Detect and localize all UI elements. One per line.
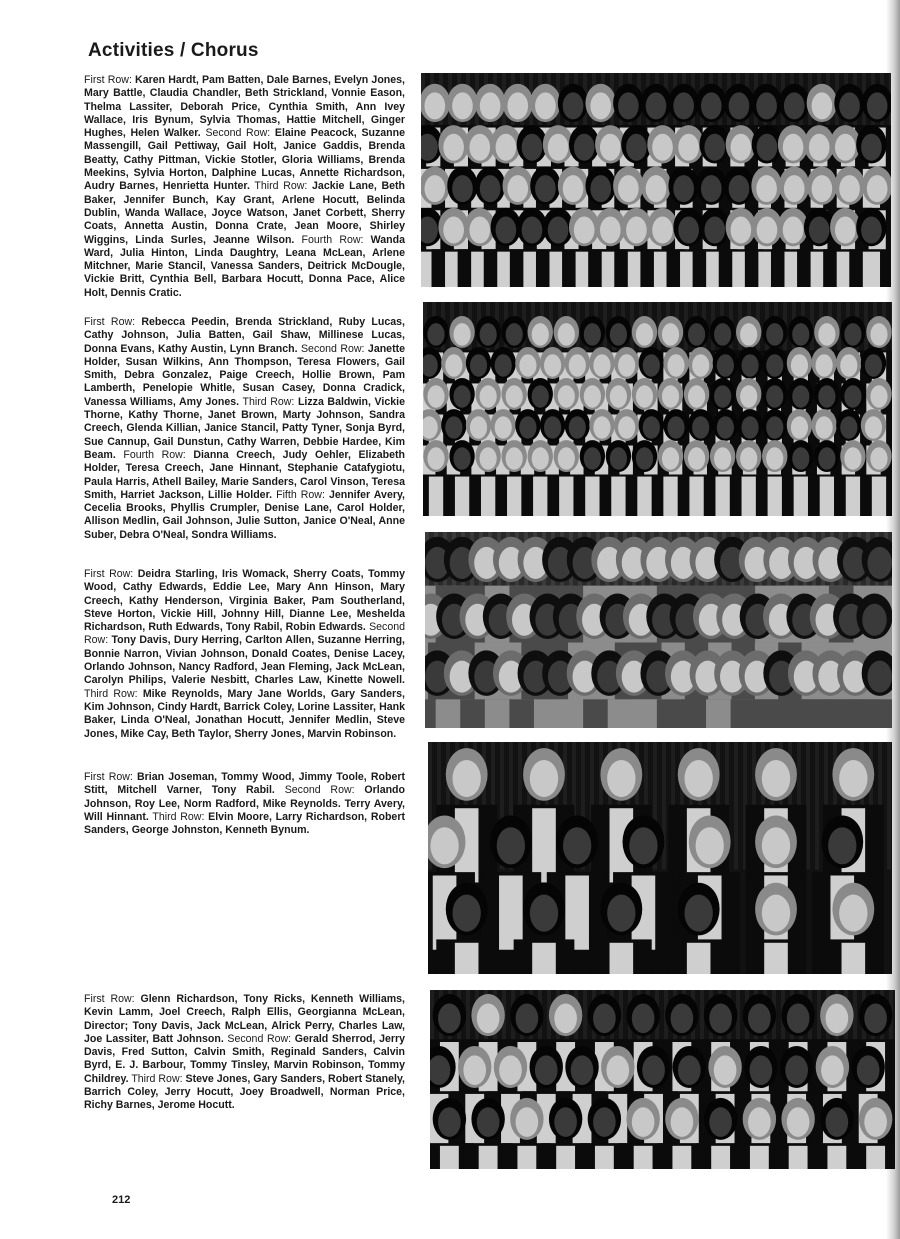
row-names: Rebecca Peedin, Brenda Strickland, Ruby Lucas, Cathy Johnson, Julia Batten, Gail Shaw, Millinese Lucas, Donna Evans, Kathy Austin, Lynn Branch. <box>84 316 405 355</box>
group-2-photo-image <box>423 302 892 516</box>
row-label: Fourth Row: <box>123 448 186 461</box>
group-3-caption <box>84 568 405 741</box>
page-number: 212 <box>112 1194 131 1206</box>
row-names: Elaine Peacock, Suzanne Massengill, Gail Pettiway, Gail Holt, Janice Gaddis, Brenda Beatty, Cathy Pittman, Vickie Stotler, Gloria Williams, Brenda Meekins, Sylvia Horton, Dalphine Lucas, Annette Richardson, Audry Barnes, Henrietta Hunter. <box>84 127 405 193</box>
row-names: Dianna Creech, Judy Oehler, Elizabeth Holder, Teresa Creech, Jane Hinnant, Stephanie Catafygiotu, Paula Harris, Athell Bailey, Marie Sanders, Carol Vinson, Teresa Smith, Harriet Jackson, Lillie Holder. <box>84 448 405 501</box>
row-names: Steve Jones, Gary Sanders, Robert Stanely, Barrich Coley, Jerry Hocutt, Joey Broadwell, Norman Price, Richy Barnes, Jerome Hocutt. <box>84 1072 405 1112</box>
row-names: Mike Reynolds, Mary Jane Worlds, Gary Sanders, Kim Johnson, Cindy Hardt, Barrick Coley, Lorine Lassiter, Hank Baker, Linda O'Neal, Jonathan Hocutt, Jennifer Medlin, Steve Jones, Mike Cay, Beth Taylor, Sherry Jones, Marvin Robinson. <box>84 687 405 740</box>
group-4-photo <box>428 742 892 974</box>
page-title: Activities / Chorus <box>88 40 259 61</box>
row-label: Second Row: <box>284 784 355 797</box>
group-5-photo-image <box>430 990 895 1169</box>
row-names: Jennifer Avery, Cecelia Brooks, Phyllis Crumpler, Denise Lane, Carol Holder, Allison Medlin, Gail Johnson, Julie Sutton, Janice O'Neal, Anne Suber, Debra O'Neal, Sondra Williams. <box>84 488 406 541</box>
group-3-photo-image <box>425 532 892 728</box>
row-names: Wanda Ward, Julia Hinton, Linda Daughtry, Leana McLean, Arlene Mitchner, Marie Stancil, Vanessa Sanders, Deitrick McDougle, Vickie Britt, Cynthia Bell, Barbara Hocutt, Donna Pace, Alice Holt, Dennis Cratic. <box>84 233 405 299</box>
group-4-caption <box>84 771 405 837</box>
row-label: Third Row: <box>254 180 308 193</box>
row-label: First Row: <box>84 993 135 1005</box>
row-label: Third Row: <box>242 395 295 408</box>
row-names: Karen Hardt, Pam Batten, Dale Barnes, Evelyn Jones, Mary Battle, Claudia Chandler, Beth Strickland, Vonnie Eason, Thelma Lassiter, Deborah Price, Cynthia Smith, Ann Ivey Wallace, Iris Bynum, Sylvia Thomas, Hattie Mitchell, Ginger Hughes, Helen Walker. <box>84 74 405 140</box>
row-label: Third Row: <box>84 687 138 700</box>
row-label: Fifth Row: <box>276 488 325 501</box>
group-4-photo-image <box>428 742 892 974</box>
row-names: Deidra Starling, Iris Womack, Sherry Coats, Tommy Wood, Cathy Edwards, Eddie Lee, Mary Ann Hinson, Mary Creech, Kathy Henderson, Virginia Baker, Pam Southerland, Steve Horton, Vickie Hill, Johnny Hill, Dianne Lee, Meshelda Richardson, Ruth Edwards, Tony Rabil, Robin Edwards. <box>84 568 405 634</box>
group-1-photo-image <box>421 73 891 287</box>
row-label: Third Row: <box>131 1072 183 1085</box>
row-label: Third Row: <box>152 810 205 823</box>
group-5-photo <box>430 990 895 1169</box>
row-names: Brian Joseman, Tommy Wood, Jimmy Toole, Robert Stitt, Mitchell Varner, Tony Rabil. <box>84 771 405 797</box>
row-names: Janette Holder, Susan Wilkins, Ann Thompson, Teresa Flowers, Gail Smith, Debra Gonzalez, Paige Creech, Hollie Brown, Pam Lamberth, Penelopie Whitle, Susan Casey, Donna Cradick, Vanessa Williams, Amy Jones. <box>84 342 406 408</box>
row-names: Tony Davis, Dury Herring, Carlton Allen, Suzanne Herring, Bonnie Narron, Vivian Johnson, Donald Coates, Denise Lacey, Orlando Johnson, Nancy Radford, Jean Fleming, Jack McLean, Carolyn Philips, Valerie Nesbitt, Charles Law, Kinette Nowell. <box>84 634 405 687</box>
row-names: Glenn Richardson, Tony Ricks, Kenneth Williams, Kevin Lamm, Joel Creech, Ralph Ellis, Georgianna McLean, Director; Tony Davis, Jack McLean, Alrick Perry, Charles Law, Joe Lassiter, Batt Johnson. <box>84 993 405 1045</box>
row-names: Jackie Lane, Beth Baker, Jennifer Bunch, Kay Grant, Arlene Hocutt, Belinda Dublin, Wanda Wallace, Joyce Watson, Janet Corbett, Sherry Coats, Annetta Austin, Donna Crate, Jean Moore, Shirley Wiggins, Linda Surles, Jeanne Wilson. <box>84 180 405 246</box>
group-1-caption <box>84 74 405 300</box>
row-label: Second Row: <box>227 1032 292 1045</box>
row-label: Second Row: <box>205 127 271 140</box>
group-2-caption <box>84 316 405 542</box>
row-names: Gerald Sherrod, Jerry Davis, Fred Sutton, Calvin Smith, Reginald Sanders, Calvin Byrd, E. J. Barbour, Tommy Tinsley, Marvin Robinson, Tommy Childrey. <box>84 1032 405 1085</box>
group-1-photo <box>421 73 891 287</box>
row-label: First Row: <box>84 316 136 328</box>
row-names: Orlando Johnson, Roy Lee, Norm Radford, Mike Reynolds. Terry Avery, Will Hinnant. <box>84 784 406 823</box>
group-3-photo <box>425 532 892 728</box>
group-5-caption <box>84 993 405 1113</box>
row-label: Second Row: <box>84 621 405 647</box>
row-names: Lizza Baldwin, Vickie Thorne, Kathy Thorne, Janet Brown, Marty Johnson, Sandra Creech, Glenda Killian, Janice Stancil, Patty Tyner, Sonja Byrd, Sue Cannup, Gail Dunstun, Cathy Warren, Debbie Hardee, Kim Beam. <box>84 395 405 461</box>
row-label: Second Row: <box>300 342 365 355</box>
row-label: Fourth Row: <box>301 233 364 246</box>
group-2-photo <box>423 302 892 516</box>
row-label: First Row: <box>84 771 133 783</box>
row-names: Elvin Moore, Larry Richardson, Robert Sanders, George Johnston, Kenneth Bynum. <box>84 810 405 837</box>
row-label: First Row: <box>84 74 132 86</box>
row-label: First Row: <box>84 568 134 580</box>
